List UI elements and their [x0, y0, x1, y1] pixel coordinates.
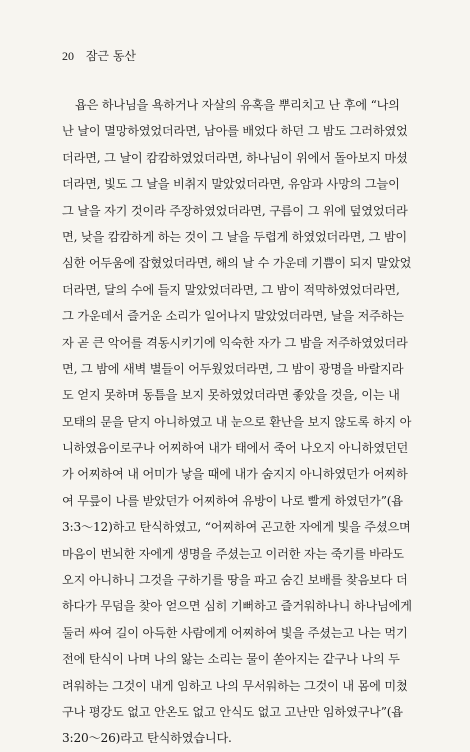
text-line: 욥은 하나님을 욕하거나 자살의 유혹을 뿌리치고 난 후에 “나의 [75, 98, 400, 112]
text-line: 여 무릎이 나를 받았던가 어찌하여 유방이 나로 빨게 하였던가”(욥 [62, 493, 403, 508]
page-number: 20 [62, 49, 74, 63]
text-line: 하다가 무덤을 찾아 얻으면 심히 기뻐하고 즐거워하나니 하나님에게 [62, 599, 412, 614]
text-line: 그 날을 자기 것이라 주장하였었더라면, 구름이 그 위에 덮였었더라 [62, 203, 408, 218]
text-line: 난 날이 멸망하였었더라면, 남아를 배었다 하던 그 밤도 그러하였었 [62, 124, 408, 139]
text-line: 면, 그 밤에 새벽 별들이 어두웠었더라면, 그 밤이 광명을 바랄지라 [62, 361, 404, 376]
text-line: 더라면, 그 날이 캄캄하였었더라면, 하나님이 위에서 돌아보지 마셨 [62, 150, 408, 165]
running-title: 잠근 동산 [85, 49, 137, 63]
text-line: 오지 아니하니 그것을 구하기를 땅을 파고 숨긴 보배를 찾음보다 더 [62, 573, 408, 588]
text-line: 심한 어두움에 잡혔었더라면, 해의 날 수 가운데 기쁨이 되지 말았었 [62, 256, 412, 271]
text-line: 3:20～26)라고 탄식하였습니다. [62, 731, 232, 746]
text-line: 모태의 문을 닫지 아니하였고 내 눈으로 환난을 보지 않도록 하지 아 [62, 414, 412, 429]
text-line: 려워하는 그것이 내게 임하고 나의 무서워하는 그것이 내 몸에 미쳤 [62, 678, 408, 693]
text-line: 가 어찌하여 내 어미가 낳을 때에 내가 숨지지 아니하였던가 어찌하 [62, 467, 408, 482]
text-line: 더라면, 달의 수에 들지 말았었더라면, 그 밤이 적막하였었더라면, [62, 282, 400, 297]
text-line: 둘러 싸여 길이 아득한 사람에게 어찌하여 빛을 주셨는고 나는 먹기 [62, 625, 408, 640]
text-line: 3:3～12)하고 탄식하였고, “어찌하여 곤고한 자에게 빛을 주셨으며 [62, 520, 411, 535]
page-header [62, 48, 136, 64]
text-line: 더라면, 빛도 그 날을 비취지 말았었더라면, 유암과 사망의 그늘이 [62, 177, 400, 192]
text-line: 자 곧 큰 악어를 격동시키기에 익숙한 자가 그 밤을 저주하였었더라 [62, 335, 408, 350]
text-line: 구나 평강도 없고 안온도 없고 안식도 없고 고난만 임하였구나”(욥 [62, 704, 403, 719]
text-line: 그 가운데서 즐거운 소리가 일어나지 말았었더라면, 날을 저주하는 [62, 309, 404, 324]
text-line: 니하였음이로구나 어찌하여 내가 태에서 죽어 나오지 아니하였던던 [62, 441, 409, 456]
text-line: 전에 탄식이 나며 나의 앓는 소리는 물이 쏟아지는 같구나 나의 두 [62, 652, 400, 667]
body-paragraph [62, 92, 442, 752]
text-line: 마음이 번뇌한 자에게 생명을 주셨는고 이러한 자는 죽기를 바라도 [62, 546, 404, 561]
text-line: 도 얻지 못하며 동틈을 보지 못하였었더라면 좋았을 것을, 이는 내 [62, 388, 400, 403]
text-line: 면, 낮을 캄캄하게 하는 것이 그 날을 두렵게 하였었더라면, 그 밤이 [62, 229, 407, 244]
